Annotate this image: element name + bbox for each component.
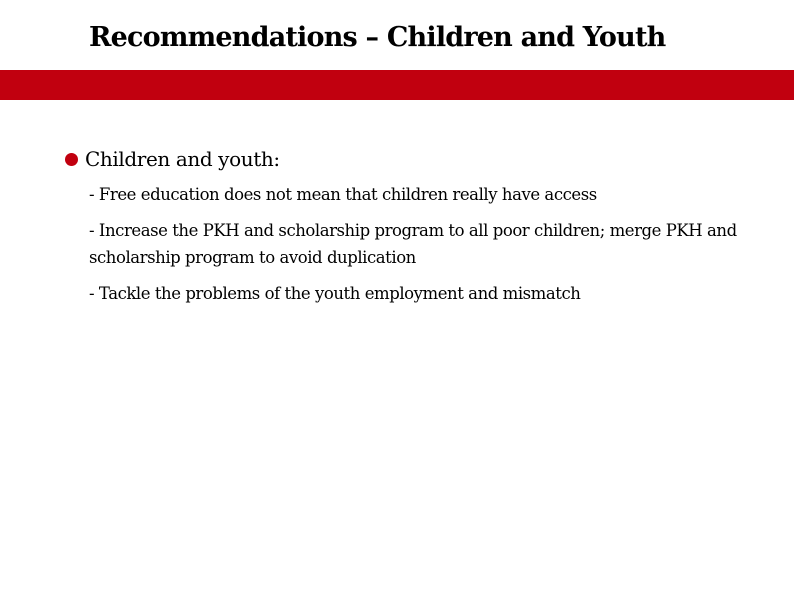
- title-accent-bar: [0, 70, 794, 100]
- slide-content: [60, 144, 760, 316]
- slide-title: Recommendations – Children and Youth: [89, 22, 666, 53]
- bullet-text: Children and youth:: [85, 147, 280, 171]
- sub-list: [60, 181, 749, 307]
- sub-item-increase-pkh: - Increase the PKH and scholarship program to all poor children; merge PKH and scholarship program to avoid duplication: [89, 221, 737, 267]
- sub-item-youth-employment: - Tackle the problems of the youth employment and mismatch: [89, 284, 581, 303]
- bullet-item: [60, 144, 760, 174]
- sub-item-free-education: - Free education does not mean that children really have access: [89, 185, 597, 204]
- bullet-dot-icon: [65, 153, 78, 166]
